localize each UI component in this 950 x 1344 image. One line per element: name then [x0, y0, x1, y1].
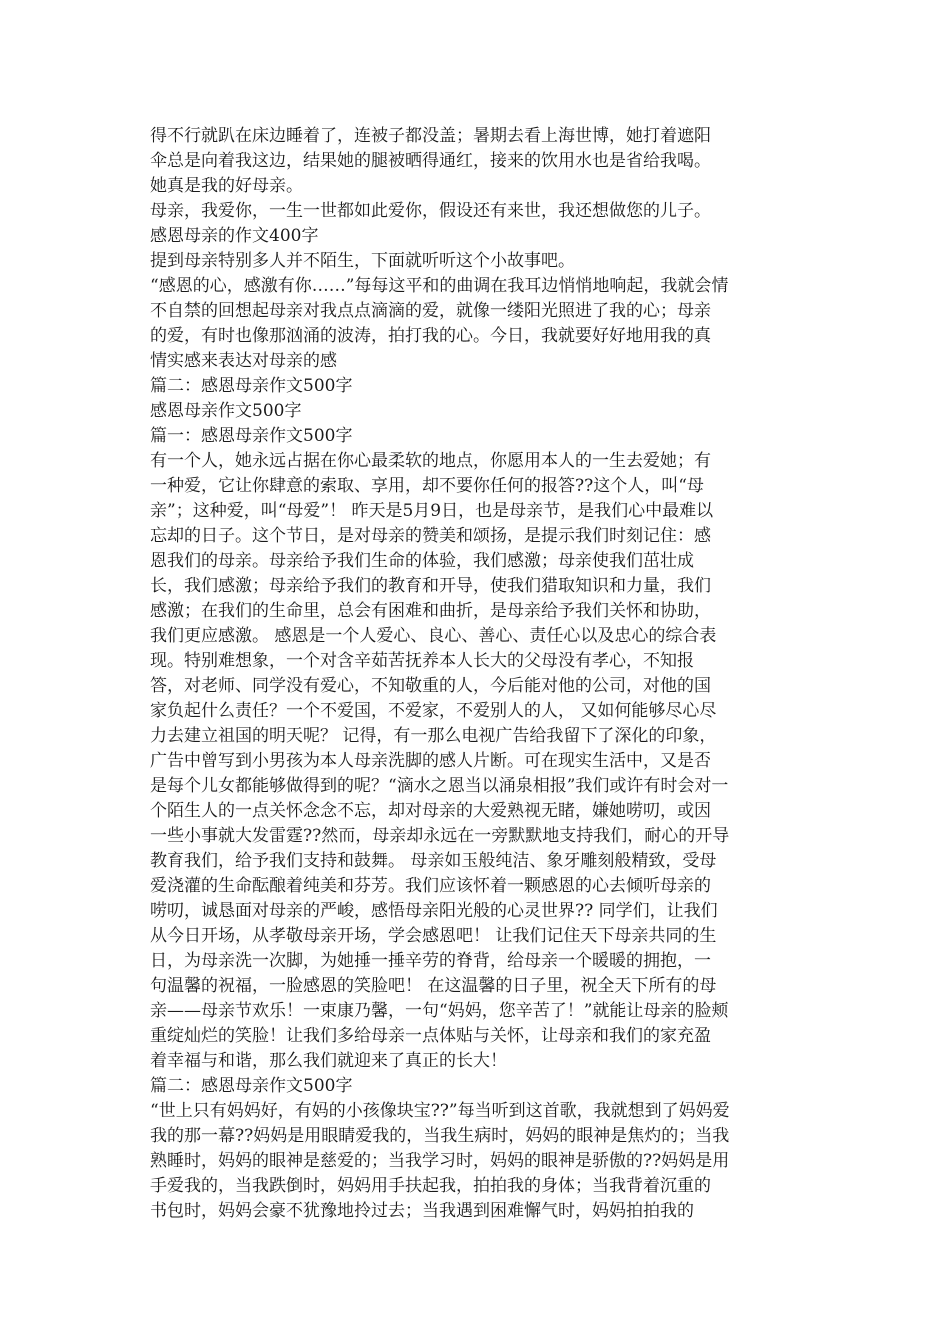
text-line: 长，我们感激；母亲给予我们的教育和开导，使我们猎取知识和力量，我们	[150, 576, 711, 596]
text-line: 情实感来表达对母亲的感	[150, 351, 337, 371]
text-line: “世上只有妈妈好，有妈的小孩像块宝??”每当听到这首歌，我就想到了妈妈爱	[150, 1101, 730, 1121]
section-heading: 篇二：感恩母亲作文500字	[150, 376, 353, 396]
text-line: 有一个人，她永远占据在你心最柔软的地点，你愿用本人的一生去爱她；有	[150, 451, 711, 471]
text-line: 熟睡时，妈妈的眼神是慈爱的；当我学习时，妈妈的眼神是骄傲的??妈妈是用	[150, 1151, 730, 1171]
text-line: 日，为母亲洗一次脚，为她捶一捶辛劳的脊背，给母亲一个暖暖的拥抱，一	[150, 951, 711, 971]
text-line: 答，对老师、同学没有爱心，不知敬重的人，今后能对他的公司，对他的国	[150, 676, 711, 696]
text-line: 提到母亲特别多人并不陌生，下面就听听这个小故事吧。	[150, 251, 575, 271]
text-line: “感恩的心，感激有你……”每每这平和的曲调在我耳边悄悄地响起，我就会情	[150, 276, 729, 296]
text-line: 忘却的日子。这个节日，是对母亲的赞美和颂扬，是提示我们时刻记住：感	[150, 526, 711, 546]
text-line: 的爱，有时也像那汹涌的波涛，拍打我的心。今日，我就要好好地用我的真	[150, 326, 711, 346]
text-line: 不自禁的回想起母亲对我点点滴滴的爱，就像一缕阳光照进了我的心；母亲	[150, 301, 711, 321]
text-line: 亲”；这种爱，叫“母爱”！ 昨天是5月9日，也是母亲节，是我们心中最难以	[150, 501, 714, 521]
section-heading: 篇一：感恩母亲作文500字	[150, 426, 353, 446]
text-line: 家负起什么责任？一个不爱国，不爱家，不爱别人的人， 又如何能够尽心尽	[150, 701, 717, 721]
text-line: 我们更应感激。 感恩是一个人爱心、良心、善心、责任心以及忠心的综合表	[150, 626, 717, 646]
text-line: 书包时，妈妈会豪不犹豫地拎过去；当我遇到困难懈气时，妈妈拍拍我的	[150, 1201, 694, 1221]
section-heading: 感恩母亲的作文400字	[150, 226, 319, 246]
text-line: 爱浇灌的生命酝酿着纯美和芬芳。我们应该怀着一颗感恩的心去倾听母亲的	[150, 876, 711, 896]
text-line: 是每个儿女都能够做得到的呢？“滴水之恩当以涌泉相报”我们或许有时会对一	[150, 776, 729, 796]
text-line: 着幸福与和谐，那么我们就迎来了真正的长大！	[150, 1051, 507, 1071]
document-page	[150, 124, 810, 1224]
text-line: 个陌生人的一点关怀念念不忘，却对母亲的大爱熟视无睹，嫌她唠叨，或因	[150, 801, 711, 821]
text-line: 母亲，我爱你，一生一世都如此爱你，假设还有来世，我还想做您的儿子。	[150, 201, 711, 221]
text-line: 现。特别难想象，一个对含辛茹苦抚养本人长大的父母没有孝心，不知报	[150, 651, 694, 671]
text-line: 她真是我的好母亲。	[150, 176, 303, 196]
text-line: 感激；在我们的生命里，总会有困难和曲折，是母亲给予我们关怀和协助，	[150, 601, 711, 621]
text-line: 一种爱，它让你肆意的索取、享用，却不要你任何的报答??这个人，叫“母	[150, 476, 704, 496]
text-line: 伞总是向着我这边，结果她的腿被晒得通红，接来的饮用水也是省给我喝。	[150, 151, 711, 171]
text-line: 教育我们，给予我们支持和鼓舞。 母亲如玉般纯洁、象牙雕刻般精致，受母	[150, 851, 717, 871]
text-line: 我的那一幕??妈妈是用眼睛爱我的，当我生病时，妈妈的眼神是焦灼的；当我	[150, 1126, 730, 1146]
text-line: 一些小事就大发雷霆??然而，母亲却永远在一旁默默地支持我们，耐心的开导	[150, 826, 730, 846]
text-line: 重绽灿烂的笑脸！让我们多给母亲一点体贴与关怀，让母亲和我们的家充盈	[150, 1026, 711, 1046]
text-line: 句温馨的祝福，一脸感恩的笑脸吧！ 在这温馨的日子里，祝全天下所有的母	[150, 976, 717, 996]
text-line: 从今日开场，从孝敬母亲开场，学会感恩吧！ 让我们记住天下母亲共同的生	[150, 926, 717, 946]
text-line: 力去建立祖国的明天呢？ 记得，有一那么电视广告给我留下了深化的印象，	[150, 726, 717, 746]
text-line: 手爱我的，当我跌倒时，妈妈用手扶起我，拍拍我的身体；当我背着沉重的	[150, 1176, 711, 1196]
text-line: 亲——母亲节欢乐！一束康乃馨，一句“妈妈，您辛苦了！”就能让母亲的脸颊	[150, 1001, 729, 1021]
text-line: 恩我们的母亲。母亲给予我们生命的体验，我们感激；母亲使我们茁壮成	[150, 551, 694, 571]
text-line: 唠叨，诚恳面对母亲的严峻，感悟母亲阳光般的心灵世界?? 同学们，让我们	[150, 901, 718, 921]
text-line: 得不行就趴在床边睡着了，连被子都没盖；暑期去看上海世博，她打着遮阳	[150, 126, 711, 146]
section-heading: 感恩母亲作文500字	[150, 401, 302, 421]
text-line: 广告中曾写到小男孩为本人母亲洗脚的感人片断。可在现实生活中，又是否	[150, 751, 711, 771]
section-heading: 篇二：感恩母亲作文500字	[150, 1076, 353, 1096]
